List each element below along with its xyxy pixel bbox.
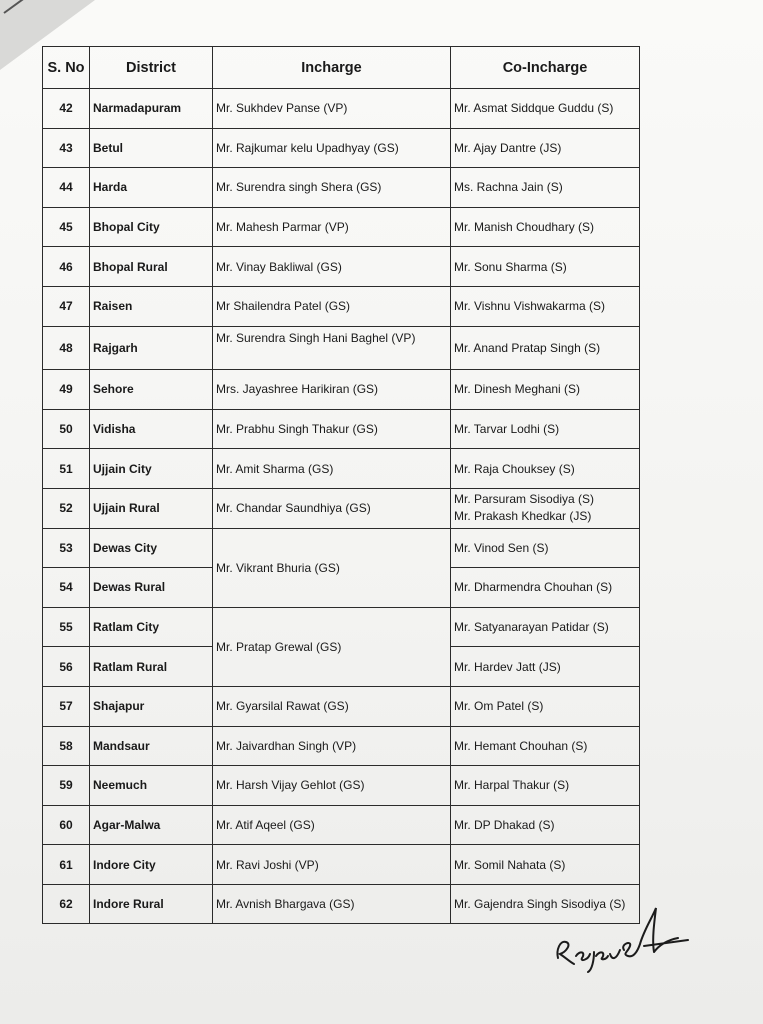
cell-sno: 60 [43,805,90,845]
cell-sno: 59 [43,766,90,806]
cell-incharge: Mr. Vinay Bakliwal (GS) [213,247,451,287]
cell-coincharge: Mr. Tarvar Lodhi (S) [451,409,640,449]
table-row [43,409,640,449]
cell-district: Bhopal City [90,207,213,247]
cell-district: Dewas Rural [90,568,213,608]
table-row [43,528,640,568]
cell-sno: 56 [43,647,90,687]
cell-incharge: Mr. Rajkumar kelu Upadhyay (GS) [213,128,451,168]
cell-incharge: Mr. Amit Sharma (GS) [213,449,451,489]
cell-district: Ratlam City [90,607,213,647]
table-row [43,89,640,129]
table-row [43,326,640,370]
cell-incharge: Mr. Ravi Joshi (VP) [213,845,451,885]
cell-sno: 62 [43,884,90,924]
cell-sno: 52 [43,488,90,528]
table-row [43,805,640,845]
cell-sno: 46 [43,247,90,287]
header-sno: S. No [43,47,90,89]
cell-incharge: Mr. Surendra Singh Hani Baghel (VP) [213,326,451,370]
cell-coincharge: Mr. Vishnu Vishwakarma (S) [451,286,640,326]
cell-district: Sehore [90,370,213,410]
cell-district: Dewas City [90,528,213,568]
table-row [43,686,640,726]
cell-sno: 47 [43,286,90,326]
table-row [43,207,640,247]
cell-coincharge: Mr. Gajendra Singh Sisodiya (S) [451,884,640,924]
cell-sno: 42 [43,89,90,129]
cell-sno: 43 [43,128,90,168]
cell-incharge: Mr. Avnish Bhargava (GS) [213,884,451,924]
header-coincharge: Co-Incharge [451,47,640,89]
table-row [43,488,640,528]
cell-incharge: Mr. Jaivardhan Singh (VP) [213,726,451,766]
handwritten-signature [548,900,708,980]
cell-coincharge: Mr. Anand Pratap Singh (S) [451,326,640,370]
cell-district: Bhopal Rural [90,247,213,287]
cell-coincharge: Mr. Harpal Thakur (S) [451,766,640,806]
table-header-row [43,47,640,89]
coincharge-line-1: Mr. Parsuram Sisodiya (S) [454,492,595,507]
cell-district: Indore Rural [90,884,213,924]
cell-coincharge: Mr. Manish Choudhary (S) [451,207,640,247]
cell-sno: 58 [43,726,90,766]
cell-coincharge: Mr. DP Dhakad (S) [451,805,640,845]
cell-sno: 54 [43,568,90,608]
cell-district: Narmadapuram [90,89,213,129]
cell-coincharge: Mr. Om Patel (S) [451,686,640,726]
cell-district: Mandsaur [90,726,213,766]
cell-sno: 57 [43,686,90,726]
cell-incharge: Mrs. Jayashree Harikiran (GS) [213,370,451,410]
cell-coincharge: Mr. Vinod Sen (S) [451,528,640,568]
cell-coincharge: Mr. Satyanarayan Patidar (S) [451,607,640,647]
cell-incharge: Mr. Prabhu Singh Thakur (GS) [213,409,451,449]
cell-district: Vidisha [90,409,213,449]
cell-sno: 53 [43,528,90,568]
table-row [43,726,640,766]
coincharge-line-2: Mr. Prakash Khedkar (JS) [454,509,592,524]
cell-coincharge: Mr. Ajay Dantre (JS) [451,128,640,168]
cell-district: Shajapur [90,686,213,726]
cell-sno: 55 [43,607,90,647]
cell-coincharge: Mr. Dinesh Meghani (S) [451,370,640,410]
cell-district: Neemuch [90,766,213,806]
cell-coincharge: Mr. Somil Nahata (S) [451,845,640,885]
table-row [43,286,640,326]
cell-district: Harda [90,168,213,208]
cell-coincharge: Mr. Hardev Jatt (JS) [451,647,640,687]
cell-incharge: Mr. Gyarsilal Rawat (GS) [213,686,451,726]
cell-sno: 44 [43,168,90,208]
header-district: District [90,47,213,89]
cell-coincharge: Ms. Rachna Jain (S) [451,168,640,208]
cell-incharge: Mr Shailendra Patel (GS) [213,286,451,326]
cell-incharge: Mr. Surendra singh Shera (GS) [213,168,451,208]
cell-coincharge: Mr. Sonu Sharma (S) [451,247,640,287]
cell-district: Raisen [90,286,213,326]
table-row [43,247,640,287]
cell-district: Agar-Malwa [90,805,213,845]
table-row [43,168,640,208]
cell-district: Betul [90,128,213,168]
cell-district: Rajgarh [90,326,213,370]
cell-district: Indore City [90,845,213,885]
table-row [43,128,640,168]
incharge-table [42,46,640,924]
cell-incharge: Mr. Sukhdev Panse (VP) [213,89,451,129]
cell-incharge: Mr. Atif Aqeel (GS) [213,805,451,845]
table-row [43,370,640,410]
cell-sno: 48 [43,326,90,370]
table-row [43,766,640,806]
cell-sno: 45 [43,207,90,247]
cell-district: Ujjain City [90,449,213,489]
cell-coincharge: Mr. Hemant Chouhan (S) [451,726,640,766]
cell-coincharge: Mr. Raja Chouksey (S) [451,449,640,489]
table-row [43,845,640,885]
cell-incharge-merged: Mr. Pratap Grewal (GS) [213,607,451,686]
cell-incharge-merged: Mr. Vikrant Bhuria (GS) [213,528,451,607]
cell-coincharge: Mr. Asmat Siddque Guddu (S) [451,89,640,129]
cell-incharge: Mr. Harsh Vijay Gehlot (GS) [213,766,451,806]
cell-district: Ujjain Rural [90,488,213,528]
cell-sno: 50 [43,409,90,449]
header-incharge: Incharge [213,47,451,89]
cell-sno: 61 [43,845,90,885]
table-row [43,607,640,647]
cell-coincharge: Mr. Dharmendra Chouhan (S) [451,568,640,608]
table-row [43,449,640,489]
cell-sno: 51 [43,449,90,489]
cell-coincharge [451,488,640,528]
cell-sno: 49 [43,370,90,410]
cell-incharge: Mr. Mahesh Parmar (VP) [213,207,451,247]
cell-incharge: Mr. Chandar Saundhiya (GS) [213,488,451,528]
cell-district: Ratlam Rural [90,647,213,687]
